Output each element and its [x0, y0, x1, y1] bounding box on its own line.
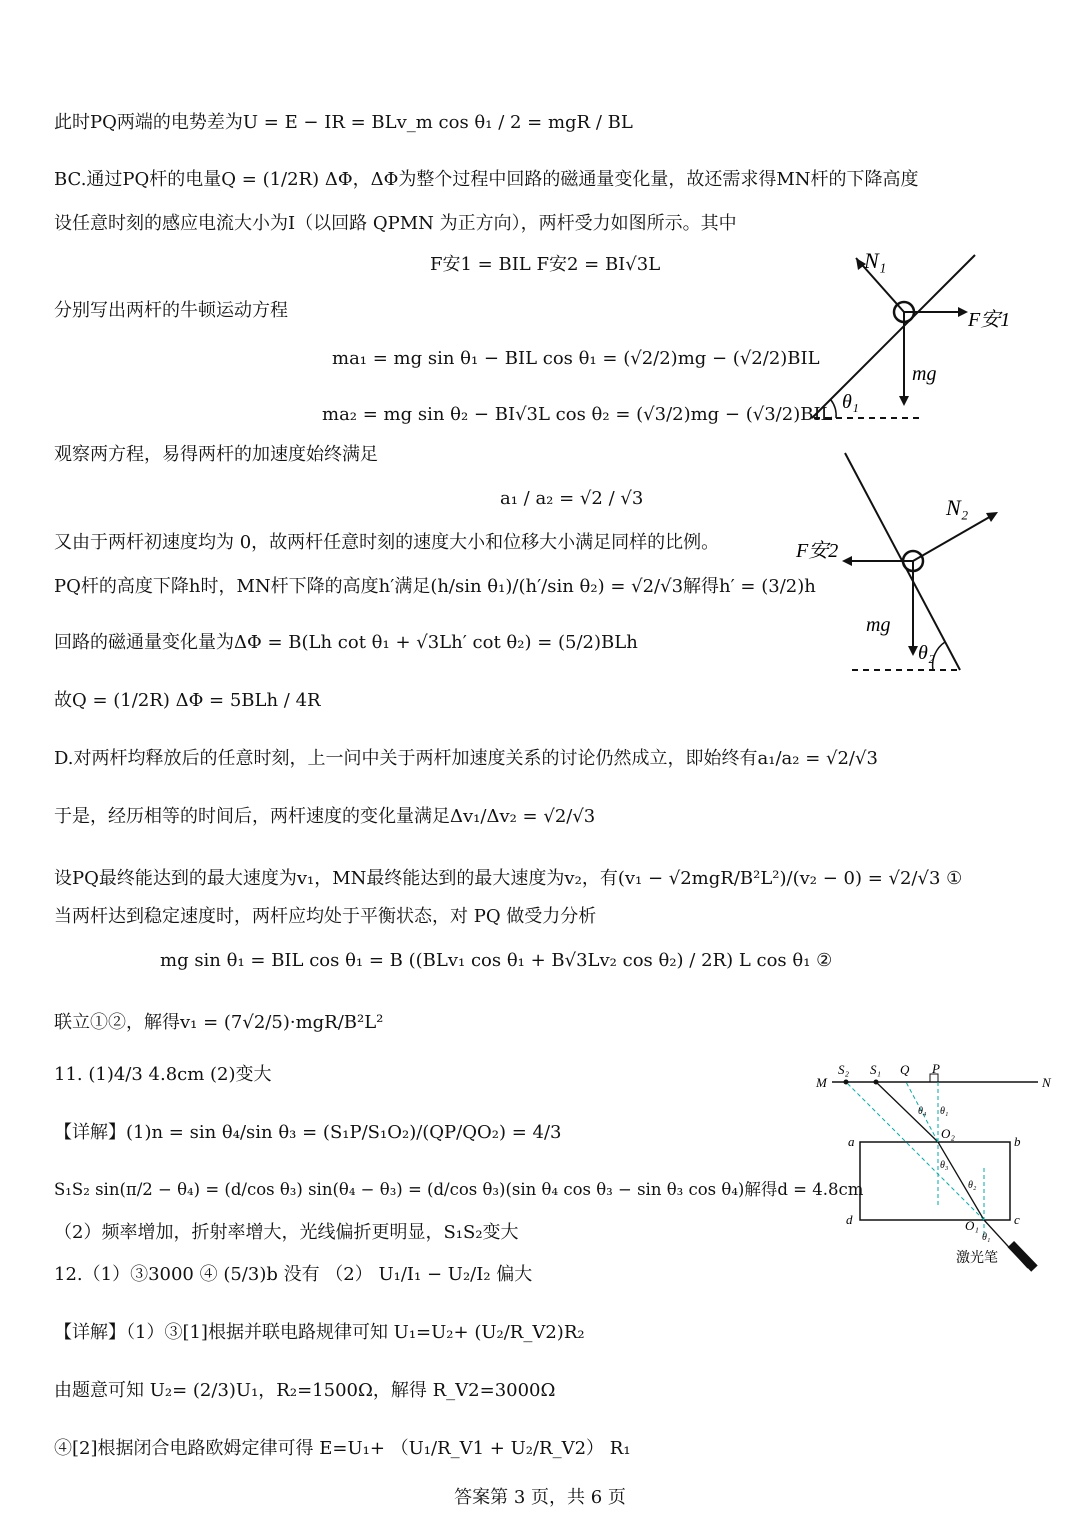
label-theta1-bottom: θ₁ [982, 1232, 991, 1243]
laser-pen-icon [1008, 1241, 1038, 1272]
label-q: Q [900, 1062, 910, 1077]
label-s1: S₁ [870, 1062, 882, 1077]
equation-newton-1: ma₁ = mg sin θ₁ − BIL cos θ₁ = (√2/2)mg − (√2/2)BIL [332, 348, 820, 369]
text-line-7: PQ杆的高度下降h时，MN杆下降的高度h′满足(h/sin θ₁)/(h′/sin θ₂) = √2/√3解得h′ = (3/2)h [54, 576, 816, 597]
label-theta1-top: θ₁ [940, 1106, 949, 1117]
label-n1: N₁ [864, 248, 887, 273]
force-diagram-2 [790, 445, 1020, 680]
optics-diagram [810, 1058, 1060, 1283]
equation-newton-2: ma₂ = mg sin θ₂ − BI√3L cos θ₂ = (√3/2)mg − (√3/2)BIL [322, 404, 833, 425]
ray-in-glass [938, 1142, 984, 1220]
label-f1: F安1 [968, 309, 1011, 331]
text-line-21: 由题意可知 U₂= (2/3)U₁，R₂=1500Ω，解得 R_V2=3000Ω [54, 1380, 556, 1401]
text-line-20: 【详解】（1）③[1]根据并联电路规律可知 U₁=U₂+ (U₂/R_V2)R₂ [54, 1322, 585, 1343]
text-line-1: 此时PQ两端的电势差为U = E − IR = BLv_m cos θ₁ / 2 = mgR / BL [54, 112, 633, 133]
text-line-11: 于是，经历相等的时间后，两杆速度的变化量满足Δv₁/Δv₂ = √2/√3 [54, 806, 596, 827]
text-line-4: 分别写出两杆的牛顿运动方程 [54, 300, 288, 321]
ray-to-s1 [876, 1082, 938, 1142]
text-line-5: 观察两方程，易得两杆的加速度始终满足 [54, 444, 378, 465]
label-theta3: θ₃ [940, 1160, 949, 1171]
label-o2: O₂ [941, 1126, 955, 1141]
label-theta4: θ₄ [918, 1106, 927, 1117]
text-line-14: 联立①②，解得v₁ = (7√2/5)·mgR/B²L² [54, 1012, 384, 1033]
f2-arrowhead [842, 556, 852, 566]
theta1-arc [831, 400, 836, 418]
label-c: c [1014, 1212, 1020, 1227]
text-line-3: 设任意时刻的感应电流大小为I（以回路 QPMN 为正方向），两杆受力如图所示。其中 [54, 213, 737, 234]
mg2-arrowhead [908, 646, 918, 656]
label-n2: N₂ [946, 495, 969, 520]
mg1-arrowhead [899, 396, 909, 406]
incline-line-1 [812, 255, 975, 418]
label-p: P [932, 1061, 940, 1076]
label-n: N [1042, 1075, 1051, 1090]
label-mg2: mg [866, 614, 891, 636]
label-a: a [848, 1134, 855, 1149]
page-footer: 答案第 3 页，共 6 页 [454, 1487, 626, 1508]
text-line-16: 【详解】(1)n = sin θ₄/sin θ₃ = (S₁P/S₁O₂)/(QP/QO₂) = 4/3 [54, 1122, 562, 1143]
text-line-6: 又由于两杆初速度均为 0，故两杆任意时刻的速度大小和位移大小满足同样的比例。 [54, 532, 720, 553]
label-f2: F安2 [796, 540, 839, 562]
text-line-12: 设PQ最终能达到的最大速度为v₁，MN最终能达到的最大速度为v₂，有(v₁ − √2mgR/B²L²)/(v₂ − 0) = √2/√3 ① [54, 868, 963, 889]
text-line-22: ④[2]根据闭合电路欧姆定律可得 E=U₁+ （U₁/R_V1 + U₂/R_V2） R₁ [54, 1438, 631, 1459]
label-s2: S₂ [838, 1062, 850, 1077]
equation-ampere-forces: F安1 = BIL F安2 = BI√3L [430, 254, 661, 275]
equation-accel-ratio: a₁ / a₂ = √2 / √3 [500, 488, 644, 509]
equation-equilibrium: mg sin θ₁ = BIL cos θ₁ = B ((BLv₁ cos θ₁ + B√3Lv₂ cos θ₂) / 2R) L cos θ₁ ② [160, 950, 833, 971]
f1-arrowhead [958, 307, 968, 317]
glass-block [860, 1142, 1010, 1220]
label-o1: O₁ [965, 1218, 979, 1233]
text-line-8: 回路的磁通量变化量为ΔΦ = B(Lh cot θ₁ + √3Lh′ cot θ₂) = (5/2)BLh [54, 632, 638, 653]
label-m: M [816, 1075, 827, 1090]
text-line-13: 当两杆达到稳定速度时，两杆应均处于平衡状态，对 PQ 做受力分析 [54, 906, 597, 927]
n2-arrow [913, 515, 993, 561]
label-b: b [1014, 1134, 1021, 1149]
force-diagram-1 [800, 240, 1030, 430]
text-line-10: D.对两杆均释放后的任意时刻，上一问中关于两杆加速度关系的讨论仍然成立，即始终有a₁/a₂ = √2/√3 [54, 748, 878, 769]
label-laser-pen: 激光笔 [956, 1250, 998, 1266]
text-line-17: S₁S₂ sin(π/2 − θ₄) = (d/cos θ₃) sin(θ₄ − θ₃) = (d/cos θ₃)(sin θ₄ cos θ₃ − sin θ₃ cos θ₄)解得d = 4.8cm [54, 1180, 864, 1199]
reflected-ray [846, 1082, 984, 1220]
label-theta2: θ₂ [968, 1180, 977, 1191]
text-line-2: BC.通过PQ杆的电量Q = (1/2R) ΔΦ，ΔΦ为整个过程中回路的磁通量变化量，故还需求得MN杆的下降高度 [54, 169, 919, 190]
text-line-19: 12.（1）③3000 ④ (5/3)b 没有 （2） U₁/I₁ − U₂/I₂ 偏大 [54, 1264, 533, 1285]
text-line-15: 11. (1)4/3 4.8cm (2)变大 [54, 1064, 272, 1085]
label-theta2: θ₂ [918, 642, 935, 664]
text-line-18: （2）频率增加，折射率增大，光线偏折更明显，S₁S₂变大 [54, 1222, 519, 1243]
label-d: d [846, 1212, 853, 1227]
label-mg1: mg [912, 363, 937, 385]
text-line-9: 故Q = (1/2R) ΔΦ = 5BLh / 4R [54, 690, 321, 711]
label-theta1: θ₁ [842, 391, 859, 413]
